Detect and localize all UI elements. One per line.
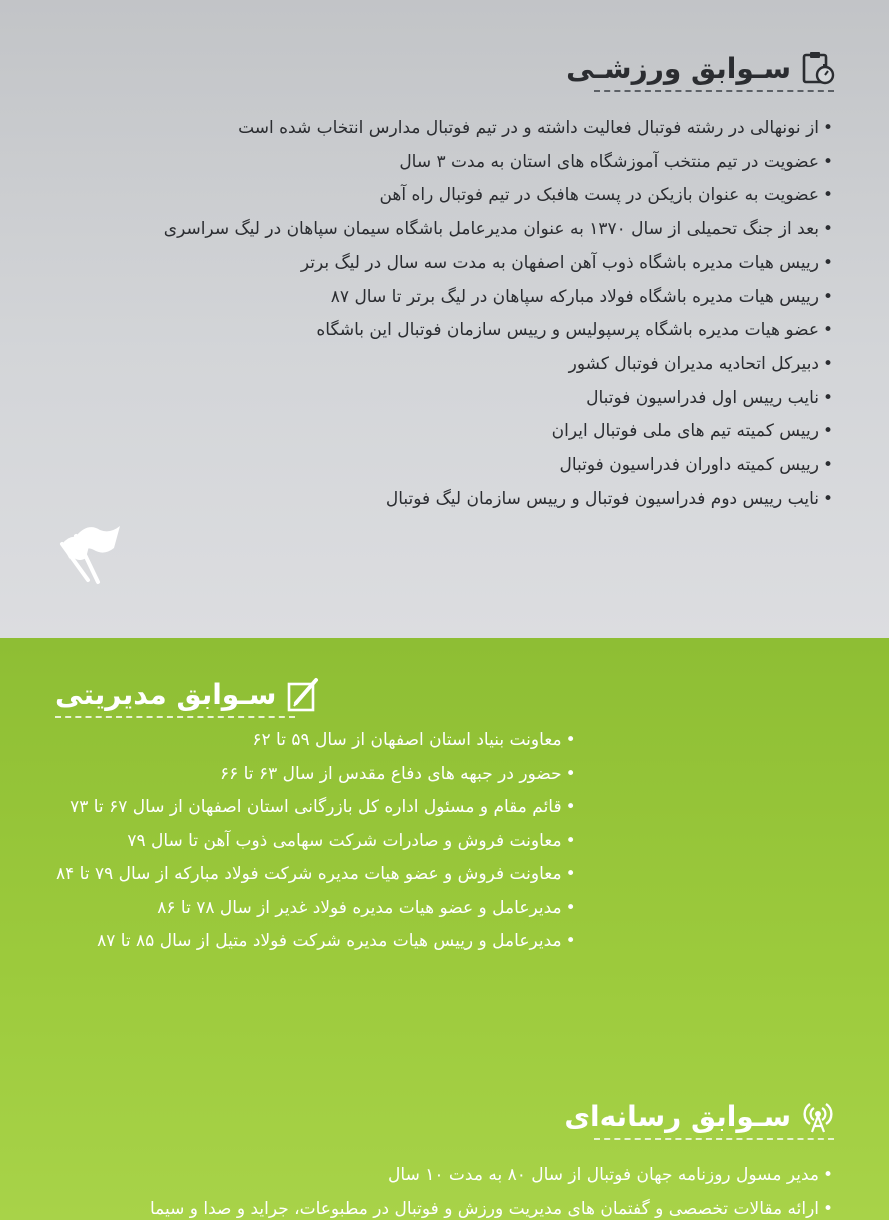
- sports-list: [164, 112, 819, 516]
- list-item: • معاونت فروش و صادرات شرکت سهامی ذوب آهن تا سال ۷۹: [56, 825, 562, 859]
- pencil-note-icon: [286, 676, 320, 712]
- list-item: • رییس کمیته تیم های ملی فوتبال ایران: [164, 415, 819, 449]
- list-item: • قائم مقام و مسئول اداره کل بازرگانی استان اصفهان از سال ۶۷ تا ۷۳: [56, 791, 562, 825]
- management-list: [56, 724, 562, 959]
- list-item: • رییس هیات مدیره باشگاه ذوب آهن اصفهان به مدت سه سال در لیگ برتر: [164, 247, 819, 281]
- list-item: • عضویت به عنوان بازیکن در پست هافبک در تیم فوتبال راه آهن: [164, 179, 819, 213]
- list-item: • عضو هیات مدیره باشگاه پرسپولیس و رییس سازمان فوتبال این باشگاه: [164, 314, 819, 348]
- media-heading-underline: [594, 1138, 834, 1140]
- list-item: • مدیرعامل و عضو هیات مدیره فولاد غدیر از سال ۷۸ تا ۸۶: [56, 892, 562, 926]
- list-item: • رییس هیات مدیره باشگاه فولاد مبارکه سپاهان در لیگ برتر تا سال ۸۷: [164, 281, 819, 315]
- list-item: • رییس کمیته داوران فدراسیون فوتبال: [164, 449, 819, 483]
- flags-icon: [54, 514, 126, 586]
- management-heading: [55, 676, 320, 712]
- list-item: • مدیر مسول روزنامه جهان فوتبال از سال ۸۰ به مدت ۱۰ سال: [150, 1158, 819, 1192]
- clipboard-stopwatch-icon: [801, 50, 835, 86]
- media-title: سـوابق رسانه‌ای: [564, 1099, 791, 1133]
- sports-title: سـوابق ورزشـی: [566, 51, 791, 85]
- management-heading-underline: [55, 716, 295, 718]
- list-item: • حضور در جبهه های دفاع مقدس از سال ۶۳ تا ۶۶: [56, 758, 562, 792]
- list-item: • معاونت فروش و عضو هیات مدیره شرکت فولاد مبارکه از سال ۷۹ تا ۸۴: [56, 858, 562, 892]
- media-heading: [564, 1098, 835, 1134]
- list-item: • ارائه مقالات تخصصی و گفتمان های مدیریت ورزش و فوتبال در مطبوعات، جراید و صدا و سیما: [150, 1192, 819, 1226]
- list-item: • معاونت بنیاد استان اصفهان از سال ۵۹ تا ۶۲: [56, 724, 562, 758]
- list-item: • دبیرکل اتحادیه مدیران فوتبال کشور: [164, 348, 819, 382]
- broadcast-tower-icon: [801, 1098, 835, 1134]
- list-item: • بعد از جنگ تحمیلی از سال ۱۳۷۰ به عنوان مدیرعامل باشگاه سیمان سپاهان در لیگ سراسری: [164, 213, 819, 247]
- list-item: • عضویت در تیم منتخب آموزشگاه های استان به مدت ۳ سال: [164, 146, 819, 180]
- media-list: [150, 1158, 819, 1226]
- sports-heading: [566, 50, 835, 86]
- management-title: سـوابق مدیریتی: [55, 677, 277, 711]
- list-item: • از نونهالی در رشته فوتبال فعالیت داشته و در تیم فوتبال مدارس انتخاب شده است: [164, 112, 819, 146]
- list-item: • مدیرعامل و رییس هیات مدیره شرکت فولاد متیل از سال ۸۵ تا ۸۷: [56, 925, 562, 959]
- sports-heading-underline: [594, 90, 834, 92]
- list-item: • نایب رییس اول فدراسیون فوتبال: [164, 382, 819, 416]
- list-item: • نایب رییس دوم فدراسیون فوتبال و رییس سازمان لیگ فوتبال: [164, 483, 819, 517]
